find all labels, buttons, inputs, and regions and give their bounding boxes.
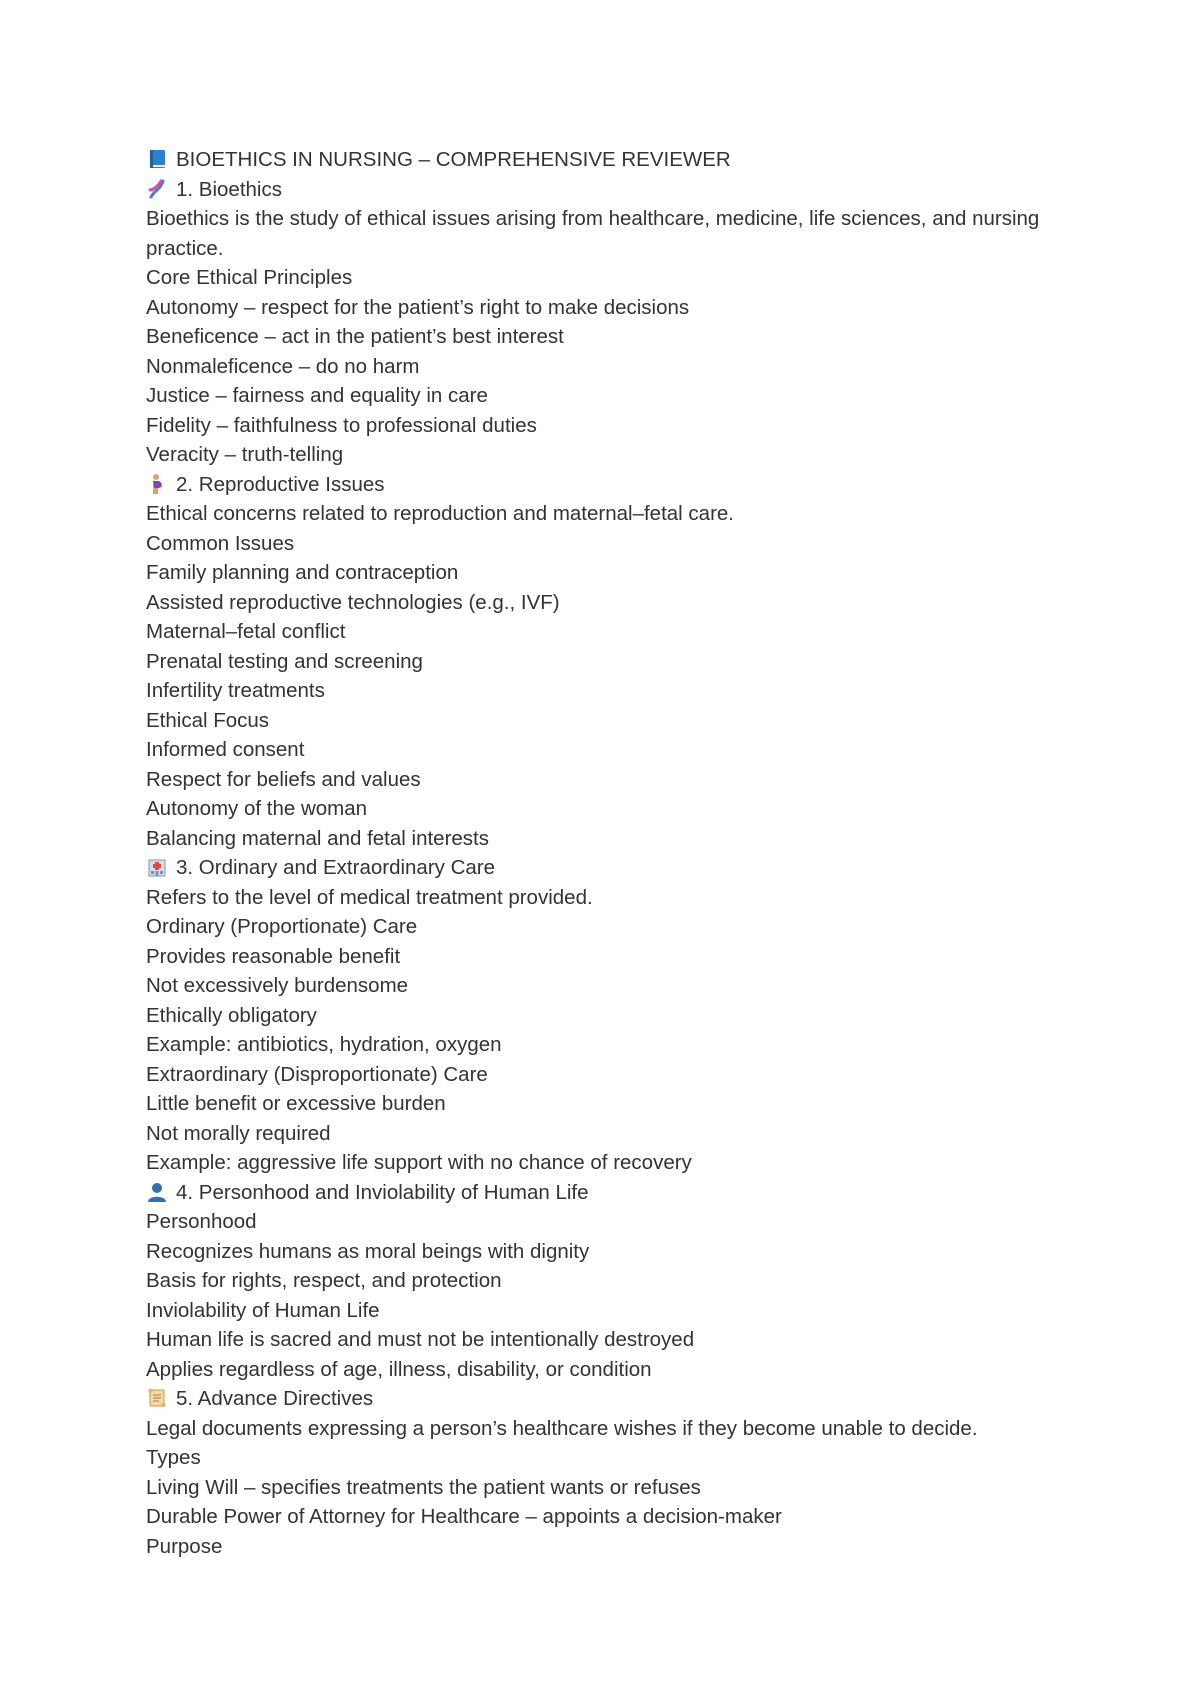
dna-icon <box>146 178 168 200</box>
section-text-line: Little benefit or excessive burden <box>146 1092 446 1115</box>
section-bioethics <box>146 175 1076 470</box>
section-text-line: Personhood <box>146 1210 257 1233</box>
section-reproductive-issues <box>146 470 1076 854</box>
section-text-line: Bioethics is the study of ethical issues arising from healthcare, medicine, life sciences, and nursing practice. <box>146 207 1040 260</box>
section-heading <box>146 470 1076 500</box>
pregnant-woman-icon <box>146 473 168 495</box>
section-text-line: Common Issues <box>146 531 295 555</box>
section-text-line: Basis for rights, respect, and protection <box>146 1269 502 1292</box>
section-heading-text: 2. Reproductive Issues <box>176 472 385 496</box>
section-heading <box>146 1178 1076 1208</box>
section-heading <box>146 1384 1076 1414</box>
section-text-line: Maternal–fetal conflict <box>146 620 346 643</box>
section-text-line: Applies regardless of age, illness, disability, or condition <box>146 1357 652 1381</box>
section-text-line: Durable Power of Attorney for Healthcare – appoints a decision-maker <box>146 1505 782 1528</box>
section-text-line: Purpose <box>146 1534 223 1558</box>
section-text-line: Not excessively burdensome <box>146 974 409 997</box>
section-text-line: Veracity – truth-telling <box>146 443 344 466</box>
section-text-line: Beneficence – act in the patient’s best interest <box>146 325 564 348</box>
section-text-line: Human life is sacred and must not be intentionally destroyed <box>146 1328 695 1351</box>
document-title-text: BIOETHICS IN NURSING – COMPREHENSIVE REVIEWER <box>176 148 731 171</box>
blue-book-icon <box>146 148 168 170</box>
section-heading <box>146 853 1076 883</box>
section-text-line: Living Will – specifies treatments the patient wants or refuses <box>146 1475 701 1499</box>
section-text-line: Prenatal testing and screening <box>146 649 423 673</box>
section-text-line: Justice – fairness and equality in care <box>146 384 488 407</box>
section-text-line: Nonmaleficence – do no harm <box>146 354 420 378</box>
section-heading-text: 1. Bioethics <box>176 177 282 201</box>
section-text-line: Autonomy – respect for the patient’s right to make decisions <box>146 295 690 319</box>
section-text-line: Core Ethical Principles <box>146 266 353 289</box>
section-text-line: Autonomy of the woman <box>146 797 368 820</box>
section-text-line: Extraordinary (Disproportionate) Care <box>146 1062 488 1086</box>
section-text-line: Assisted reproductive technologies (e.g., IVF) <box>146 590 560 614</box>
section-text-line: Balancing maternal and fetal interests <box>146 826 490 850</box>
section-advance-directives <box>146 1384 1076 1561</box>
section-personhood <box>146 1178 1076 1385</box>
scroll-icon <box>146 1387 168 1409</box>
section-text-line: Recognizes humans as moral beings with dignity <box>146 1239 590 1263</box>
section-text-line: Ordinary (Proportionate) Care <box>146 915 418 938</box>
section-text-line: Ethical concerns related to reproduction and maternal–fetal care. <box>146 502 735 525</box>
section-text-line: Family planning and contraception <box>146 561 459 584</box>
section-text-line: Informed consent <box>146 738 305 761</box>
section-text-line: Inviolability of Human Life <box>146 1298 380 1322</box>
section-heading-text: 4. Personhood and Inviolability of Human Life <box>176 1180 589 1204</box>
section-text-line: Fidelity – faithfulness to professional duties <box>146 413 537 437</box>
person-silhouette-icon <box>146 1181 168 1203</box>
section-text-line: Refers to the level of medical treatment provided. <box>146 885 593 909</box>
section-text-line: Provides reasonable benefit <box>146 944 401 968</box>
section-text-line: Types <box>146 1446 201 1469</box>
document-title <box>146 145 1076 175</box>
hospital-icon <box>146 856 168 878</box>
section-text-line: Not morally required <box>146 1121 331 1145</box>
section-text-line: Example: antibiotics, hydration, oxygen <box>146 1033 502 1056</box>
section-heading-text: 5. Advance Directives <box>176 1387 374 1410</box>
section-text-line: Infertility treatments <box>146 679 325 702</box>
section-text-line: Ethical Focus <box>146 708 270 732</box>
section-text-line: Ethically obligatory <box>146 1003 317 1027</box>
section-text-line: Example: aggressive life support with no chance of recovery <box>146 1151 692 1174</box>
document-body <box>146 145 1076 1561</box>
section-text-line: Legal documents expressing a person’s healthcare wishes if they become unable to decide. <box>146 1416 978 1440</box>
section-heading-text: 3. Ordinary and Extraordinary Care <box>176 856 496 879</box>
section-heading <box>146 175 1076 205</box>
section-ordinary-extraordinary-care <box>146 853 1076 1178</box>
section-text-line: Respect for beliefs and values <box>146 767 421 791</box>
